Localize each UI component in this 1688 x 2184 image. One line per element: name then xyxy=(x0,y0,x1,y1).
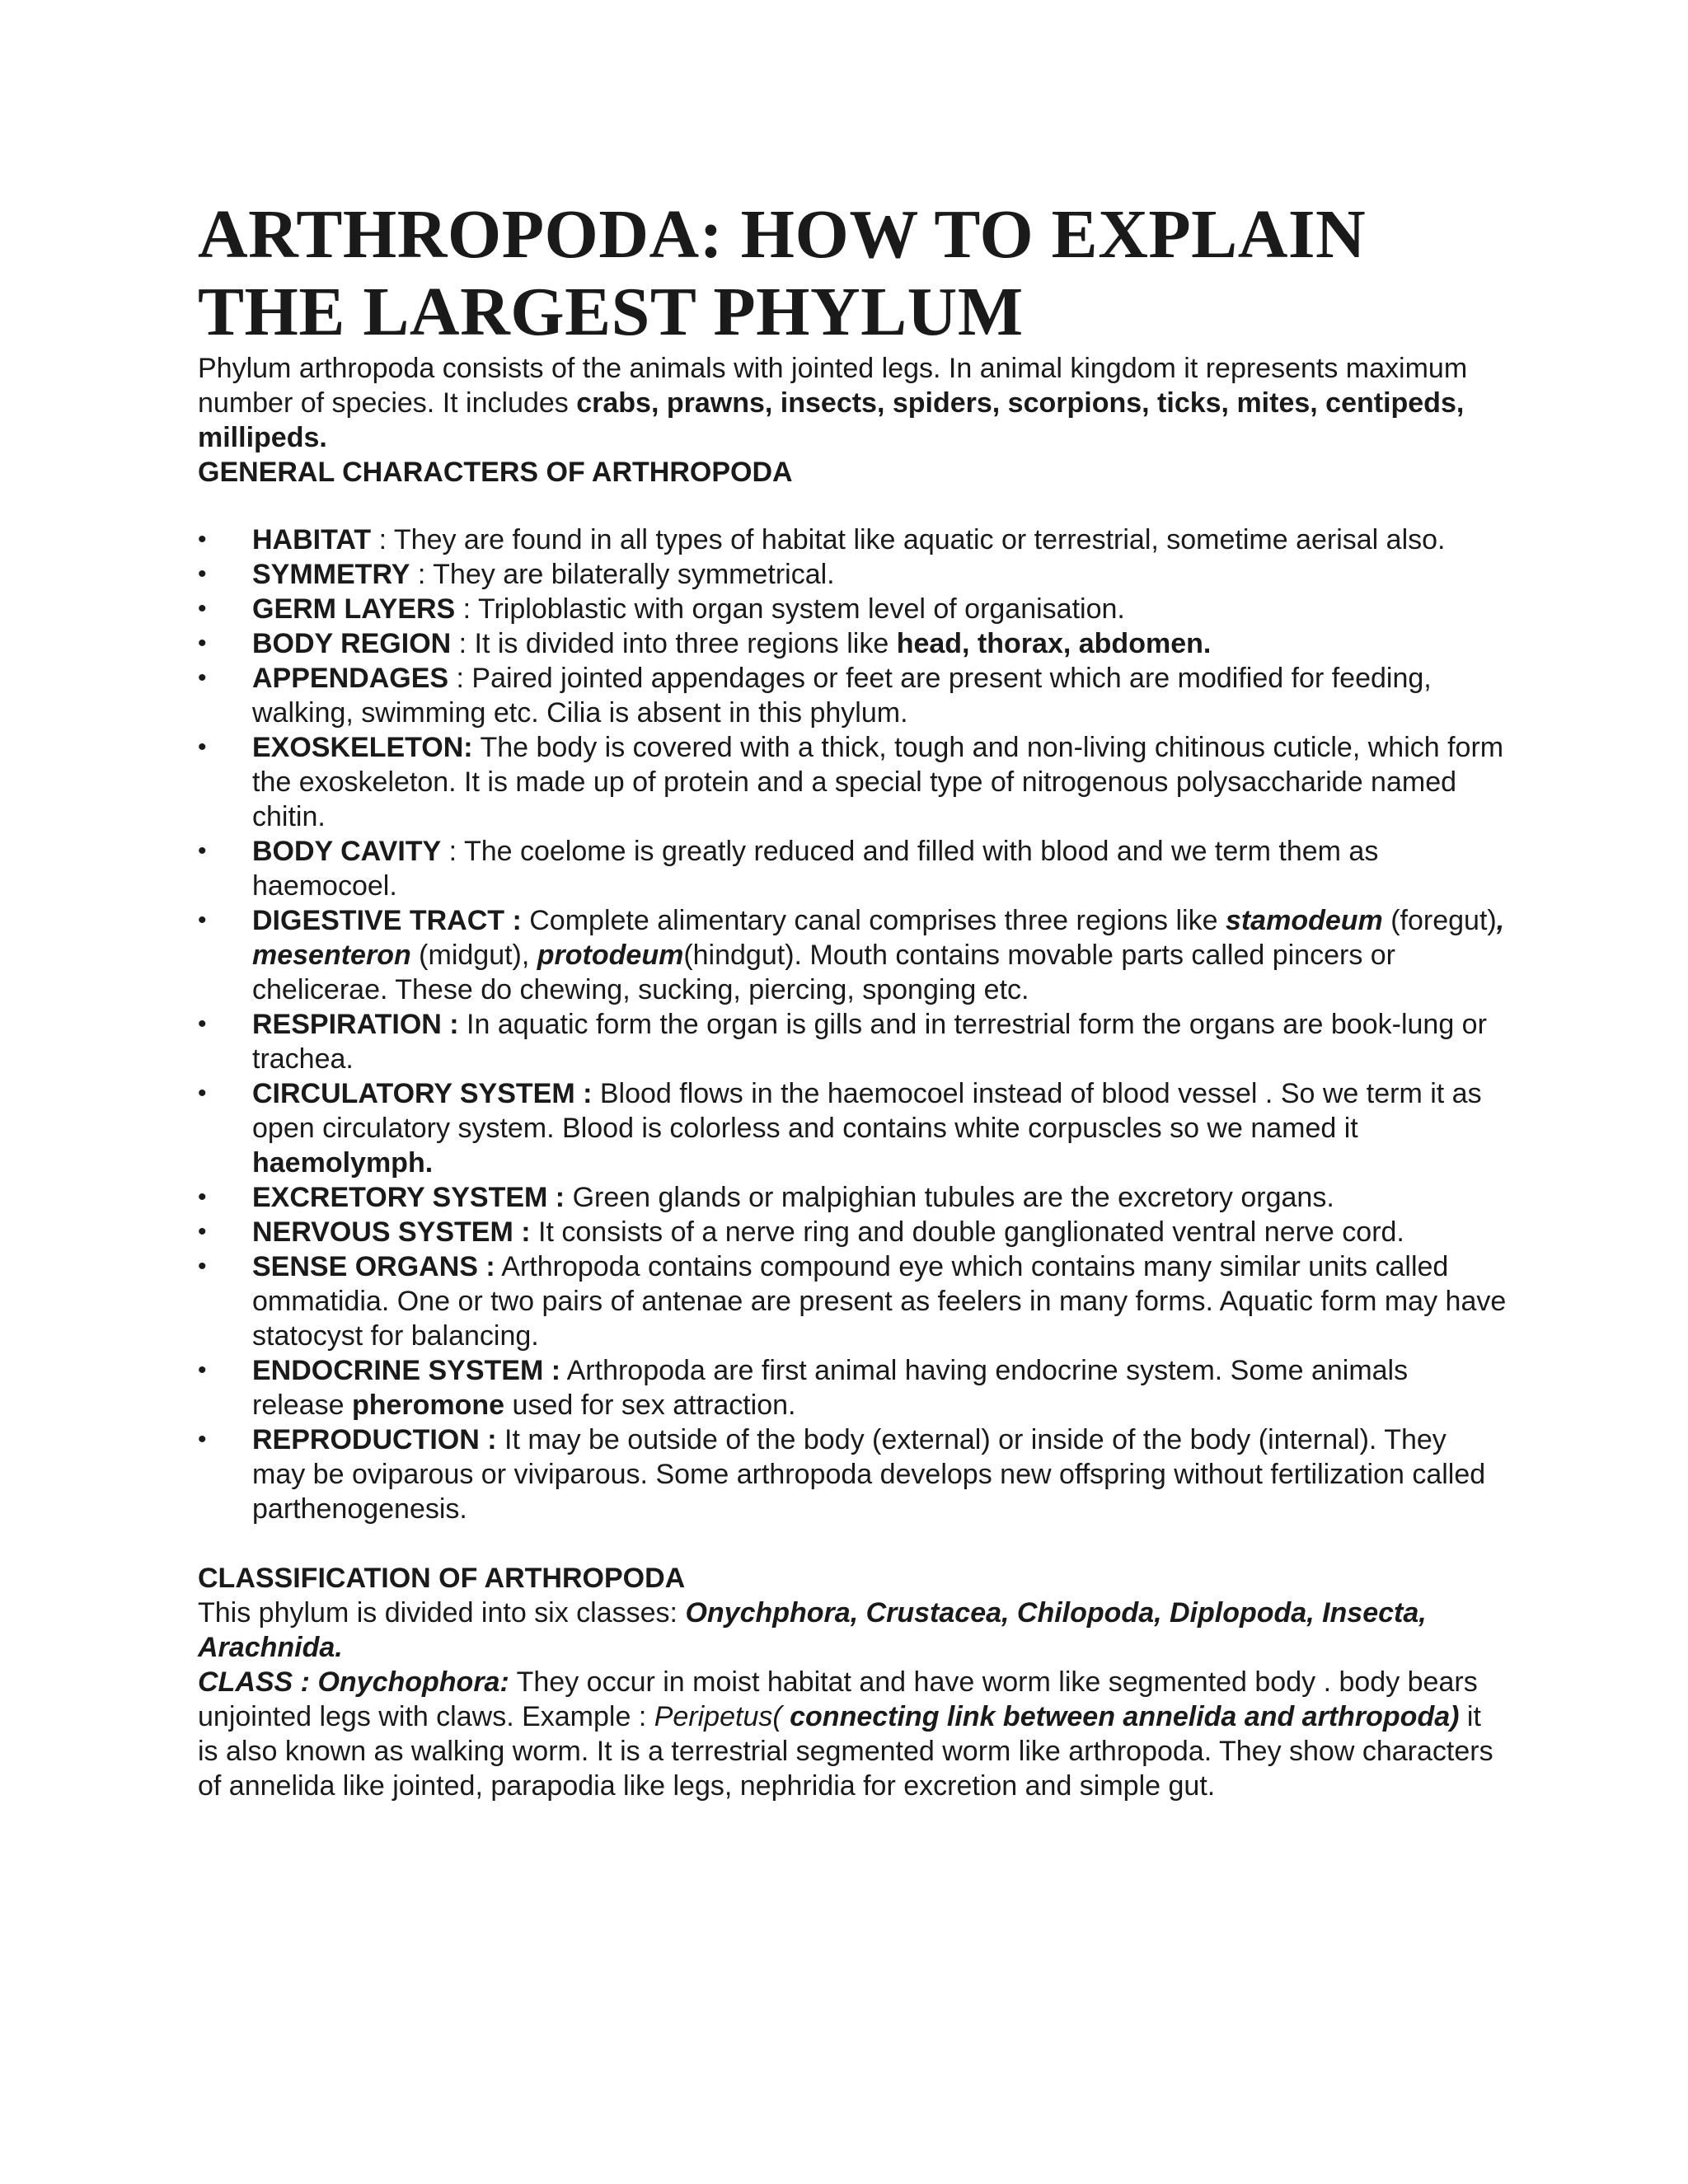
item-separator: : xyxy=(451,628,475,659)
classification-text: This phylum is divided into six classes: xyxy=(198,1597,686,1629)
bullet-icon: • xyxy=(198,1253,207,1280)
characters-list xyxy=(198,523,1507,1526)
list-item-body-cavity xyxy=(198,834,1507,903)
bullet-icon: • xyxy=(198,526,207,553)
spacer xyxy=(198,1526,1507,1561)
item-label: CIRCULATORY SYSTEM : xyxy=(252,1078,593,1109)
item-separator: : xyxy=(371,524,394,555)
onychophora-paragraph xyxy=(198,1665,1507,1803)
item-label: APPENDAGES xyxy=(252,663,449,694)
item-label: GERM LAYERS xyxy=(252,593,456,625)
item-text: Arthropoda are first animal having endocrine system. Some animals release xyxy=(252,1355,1409,1421)
item-text: It consists of a nerve ring and double ganglionated ventral nerve cord. xyxy=(530,1216,1404,1248)
item-separator: : xyxy=(455,593,478,625)
item-text: They are bilaterally symmetrical. xyxy=(433,559,835,590)
intro-text: Phylum arthropoda consists of the animals with jointed legs. In animal kingdom it represents maximum number of species. It includes xyxy=(198,353,1468,419)
list-item-germ-layers xyxy=(198,592,1507,626)
classification-paragraph xyxy=(198,1596,1507,1665)
item-label: EXOSKELETON: xyxy=(252,732,473,763)
item-label: REPRODUCTION : xyxy=(252,1424,497,1455)
list-item-reproduction xyxy=(198,1422,1507,1526)
connecting-link-note: connecting link between annelida and arthropoda) xyxy=(781,1701,1460,1732)
item-text: Triploblastic with organ system level of organisation. xyxy=(477,593,1125,625)
list-item-circulatory-system xyxy=(198,1076,1507,1180)
item-separator: : xyxy=(448,663,472,694)
list-item-digestive-tract xyxy=(198,903,1507,1007)
item-text: It may be outside of the body (external) or inside of the body (internal). They may be oviparous or viviparous. Some arthropoda develops new offspring without fertilization called parthenogenesis. xyxy=(252,1424,1486,1525)
onychophora-text: it is also known as walking worm. It is a terrestrial segmented worm like arthropoda. They show characters of annelida like jointed, parapodia like legs, nephridia for excretion and simple gut. xyxy=(198,1701,1493,1802)
bullet-icon: • xyxy=(198,664,207,691)
item-text: Blood flows in the haemocoel instead of blood vessel . So we term it as open circulatory system. Blood is colorless and contains white corpuscles so we named it xyxy=(252,1078,1482,1144)
bullet-icon: • xyxy=(198,907,207,934)
classification-heading: CLASSIFICATION OF ARTHROPODA xyxy=(198,1563,686,1594)
item-text: (midgut), xyxy=(410,940,537,971)
item-text: Green glands or malpighian tubules are the excretory organs. xyxy=(565,1182,1334,1213)
bullet-icon: • xyxy=(198,837,207,865)
item-text: (hindgut). Mouth contains movable parts called pincers or chelicerae. These do chewing, sucking, piercing, sponging etc. xyxy=(252,940,1395,1005)
item-text: used for sex attraction. xyxy=(504,1390,796,1421)
item-text: Paired jointed appendages or feet are present which are modified for feeding, walking, swimming etc. Cilia is absent in this phylum. xyxy=(252,663,1432,729)
general-characters-heading: GENERAL CHARACTERS OF ARTHROPODA xyxy=(198,457,793,488)
onychophora-label: CLASS : Onychophora: xyxy=(198,1666,509,1698)
term-protodeum: protodeum xyxy=(537,940,684,971)
item-label: SENSE ORGANS : xyxy=(252,1251,495,1282)
bullet-icon: • xyxy=(198,1080,207,1107)
item-text: In aquatic form the organ is gills and in terrestrial form the organs are book-lung or trachea. xyxy=(252,1009,1487,1075)
item-bold-text: pheromone xyxy=(351,1390,505,1421)
intro-paragraph xyxy=(198,351,1507,455)
item-text: (foregut) xyxy=(1382,905,1497,936)
item-text: They are found in all types of habitat like aquatic or terrestrial, sometime aerisal also. xyxy=(393,524,1446,555)
item-bold-text: haemolymph. xyxy=(252,1147,434,1179)
intro-examples: crabs, prawns, insects, spiders, scorpions, ticks, mites, centipeds, millipeds. xyxy=(198,387,1465,453)
class-names: Onychphora, Crustacea, Chilopoda, Diplopoda, Insecta, Arachnida. xyxy=(198,1597,1427,1663)
list-item-body-region xyxy=(198,626,1507,661)
list-item-symmetry xyxy=(198,557,1507,592)
list-item-nervous-system xyxy=(198,1215,1507,1249)
term-stamodeum: stamodeum xyxy=(1225,905,1383,936)
item-text: It is divided into three regions like xyxy=(474,628,897,659)
item-text: Arthropoda contains compound eye which contains many similar units called ommatidia. One or two pairs of antenae are present as feelers in many forms. Aquatic form may have statocyst for balancing. xyxy=(252,1251,1507,1352)
item-text: Complete alimentary canal comprises three regions like xyxy=(521,905,1226,936)
bullet-icon: • xyxy=(198,560,207,588)
bullet-icon: • xyxy=(198,733,207,761)
bullet-icon: • xyxy=(198,1010,207,1038)
item-label: HABITAT xyxy=(252,524,372,555)
item-separator: : xyxy=(441,836,464,867)
list-item-excretory-system xyxy=(198,1180,1507,1215)
bullet-icon: • xyxy=(198,1357,207,1384)
item-label: NERVOUS SYSTEM : xyxy=(252,1216,531,1248)
bullet-icon: • xyxy=(198,630,207,657)
item-bold-text: head, thorax, abdomen. xyxy=(896,628,1212,659)
list-item-endocrine-system xyxy=(198,1353,1507,1422)
list-item-habitat xyxy=(198,523,1507,557)
title-line-1: ARTHROPODA: HOW TO EXPLAIN xyxy=(198,196,1367,273)
item-label: BODY CAVITY xyxy=(252,836,442,867)
title-line-2: THE LARGEST PHYLUM xyxy=(198,274,1024,350)
list-item-exoskeleton xyxy=(198,730,1507,834)
item-separator: : xyxy=(410,559,434,590)
list-item-appendages xyxy=(198,661,1507,730)
term-mesenteron: , mesenteron xyxy=(252,905,1505,971)
item-label: EXCRETORY SYSTEM : xyxy=(252,1182,565,1213)
item-label: ENDOCRINE SYSTEM : xyxy=(252,1355,561,1386)
item-label: SYMMETRY xyxy=(252,559,410,590)
bullet-icon: • xyxy=(198,1183,207,1211)
list-item-respiration xyxy=(198,1007,1507,1076)
item-label: RESPIRATION : xyxy=(252,1009,459,1040)
example-peripetus: Peripetus( xyxy=(654,1701,782,1732)
page-title xyxy=(198,196,1507,351)
item-label: BODY REGION xyxy=(252,628,452,659)
list-item-sense-organs xyxy=(198,1249,1507,1353)
onychophora-text: They occur in moist habitat and have worm like segmented body . body bears unjointed legs with claws. Example : xyxy=(198,1666,1478,1732)
item-label: DIGESTIVE TRACT : xyxy=(252,905,522,936)
bullet-icon: • xyxy=(198,1218,207,1245)
item-text: The body is covered with a thick, tough and non-living chitinous cuticle, which form the exoskeleton. It is made up of protein and a special type of nitrogenous polysaccharide named chitin. xyxy=(252,732,1504,832)
bullet-icon: • xyxy=(198,1426,207,1453)
bullet-icon: • xyxy=(198,595,207,622)
item-text: The coelome is greatly reduced and filled with blood and we term them as haemocoel. xyxy=(252,836,1379,902)
